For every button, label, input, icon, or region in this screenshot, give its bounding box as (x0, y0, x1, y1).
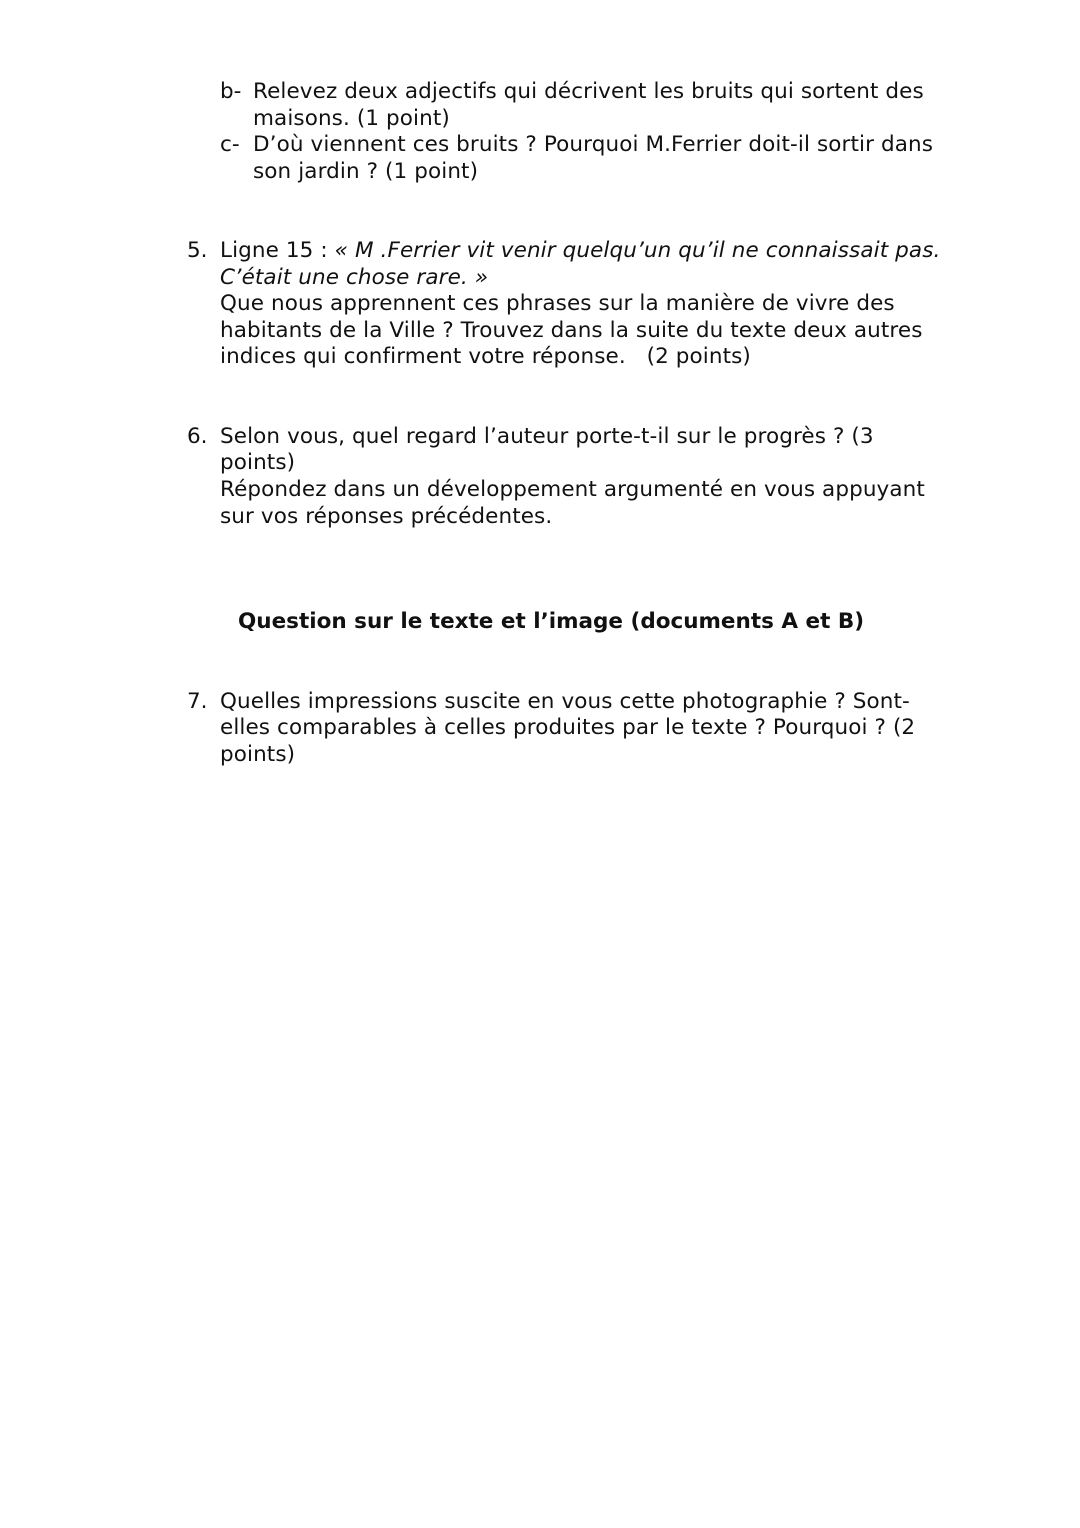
question-number: 7. (187, 689, 208, 714)
question-text-line: Répondez dans un développement argumenté en vous appuyant (220, 477, 925, 502)
quote-text: C’était une chose rare. » (220, 265, 489, 290)
subquestion-text-line: maisons. (1 point) (253, 106, 450, 131)
question-text-line: Selon vous, quel regard l’auteur porte-t-il sur le progrès ? (3 (220, 424, 874, 449)
subquestion-marker: b- (220, 79, 242, 104)
subquestion-text-line: D’où viennent ces bruits ? Pourquoi M.Ferrier doit-il sortir dans (253, 132, 934, 157)
question-text-line: Quelles impressions suscite en vous cette photographie ? Sont- (220, 689, 910, 714)
question-number: 6. (187, 424, 208, 449)
question-text-line: points) (220, 742, 296, 767)
section-heading: Question sur le texte et l’image (documents A et B) (238, 609, 865, 634)
question-text-line: Que nous apprennent ces phrases sur la manière de vivre des (220, 291, 895, 316)
question-text-line: elles comparables à celles produites par le texte ? Pourquoi ? (2 (220, 715, 916, 740)
subquestion-marker: c- (220, 132, 240, 157)
question-text-line: habitants de la Ville ? Trouvez dans la suite du texte deux autres (220, 318, 923, 343)
line-reference: Ligne 15 : (220, 238, 335, 263)
question-number: 5. (187, 238, 208, 263)
quote-text: « M .Ferrier vit venir quelqu’un qu’il ne connaissait pas. (334, 238, 941, 263)
question-text-line: points) (220, 450, 296, 475)
question-quote-line (220, 237, 940, 264)
subquestion-text-line: Relevez deux adjectifs qui décrivent les bruits qui sortent des (253, 79, 924, 104)
subquestion-text-line: son jardin ? (1 point) (253, 159, 479, 184)
question-text-line: sur vos réponses précédentes. (220, 504, 553, 529)
question-text-line: indices qui confirment votre réponse. (2 points) (220, 344, 751, 369)
